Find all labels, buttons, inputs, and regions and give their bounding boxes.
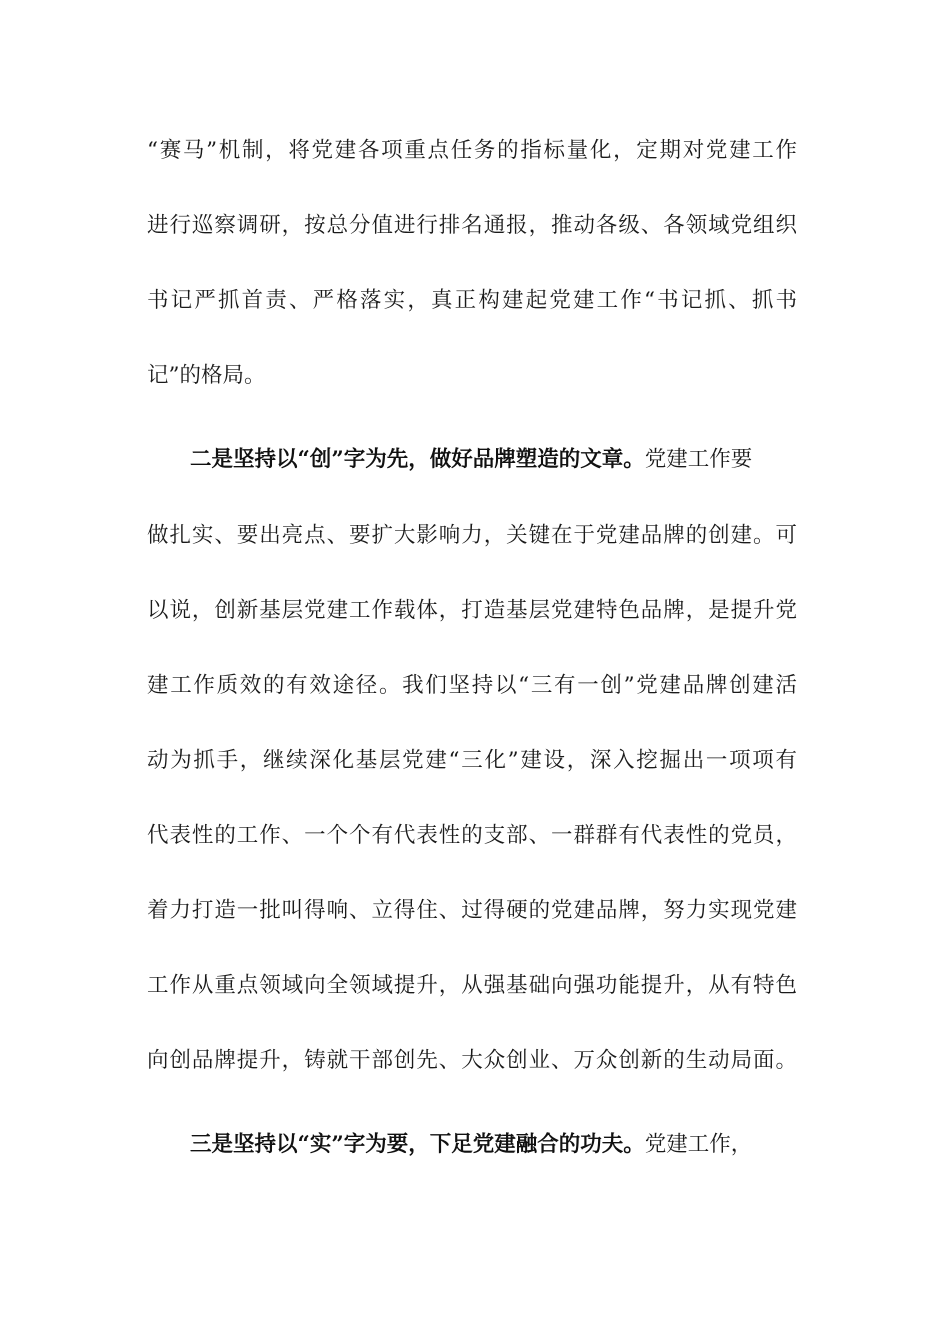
paragraph-2-line-3: 以说，创新基层党建工作载体，打造基层党建特色品牌，是提升党 xyxy=(147,598,797,623)
paragraph-1-line-1: “赛马”机制，将党建各项重点任务的指标量化，定期对党建工作 xyxy=(147,138,797,163)
paragraph-2-heading: 二是坚持以“创”字为先，做好品牌塑造的文章。 xyxy=(190,447,645,472)
paragraph-2-line-4: 建工作质效的有效途径。我们坚持以“三有一创”党建品牌创建活 xyxy=(147,673,797,698)
paragraph-3-heading: 三是坚持以“实”字为要，下足党建融合的功夫。 xyxy=(190,1132,645,1157)
paragraph-2-line-2: 做扎实、要出亮点、要扩大影响力，关键在于党建品牌的创建。可 xyxy=(147,523,797,548)
paragraph-2-line-8: 工作从重点领域向全领域提升，从强基础向强功能提升，从有特色 xyxy=(147,973,797,998)
paragraph-2-first-line-rest: 党建工作要 xyxy=(644,447,753,472)
paragraph-2-line-9: 向创品牌提升，铸就干部创先、大众创业、万众创新的生动局面。 xyxy=(147,1048,797,1073)
paragraph-3-line-1 xyxy=(190,1128,797,1162)
paragraph-2-line-5: 动为抓手，继续深化基层党建“三化”建设，深入挖掘出一项项有 xyxy=(147,748,797,773)
paragraph-1-line-2: 进行巡察调研，按总分值进行排名通报，推动各级、各领域党组织 xyxy=(147,213,797,238)
paragraph-2-line-6: 代表性的工作、一个个有代表性的支部、一群群有代表性的党员， xyxy=(147,823,797,848)
paragraph-1-line-4: 记”的格局。 xyxy=(147,363,266,388)
paragraph-1-line-3: 书记严抓首责、严格落实，真正构建起党建工作“书记抓、抓书 xyxy=(147,288,797,313)
paragraph-2-line-7: 着力打造一批叫得响、立得住、过得硬的党建品牌，努力实现党建 xyxy=(147,898,797,923)
paragraph-3-first-line-rest: 党建工作， xyxy=(644,1132,753,1157)
paragraph-2-line-1 xyxy=(190,443,797,477)
